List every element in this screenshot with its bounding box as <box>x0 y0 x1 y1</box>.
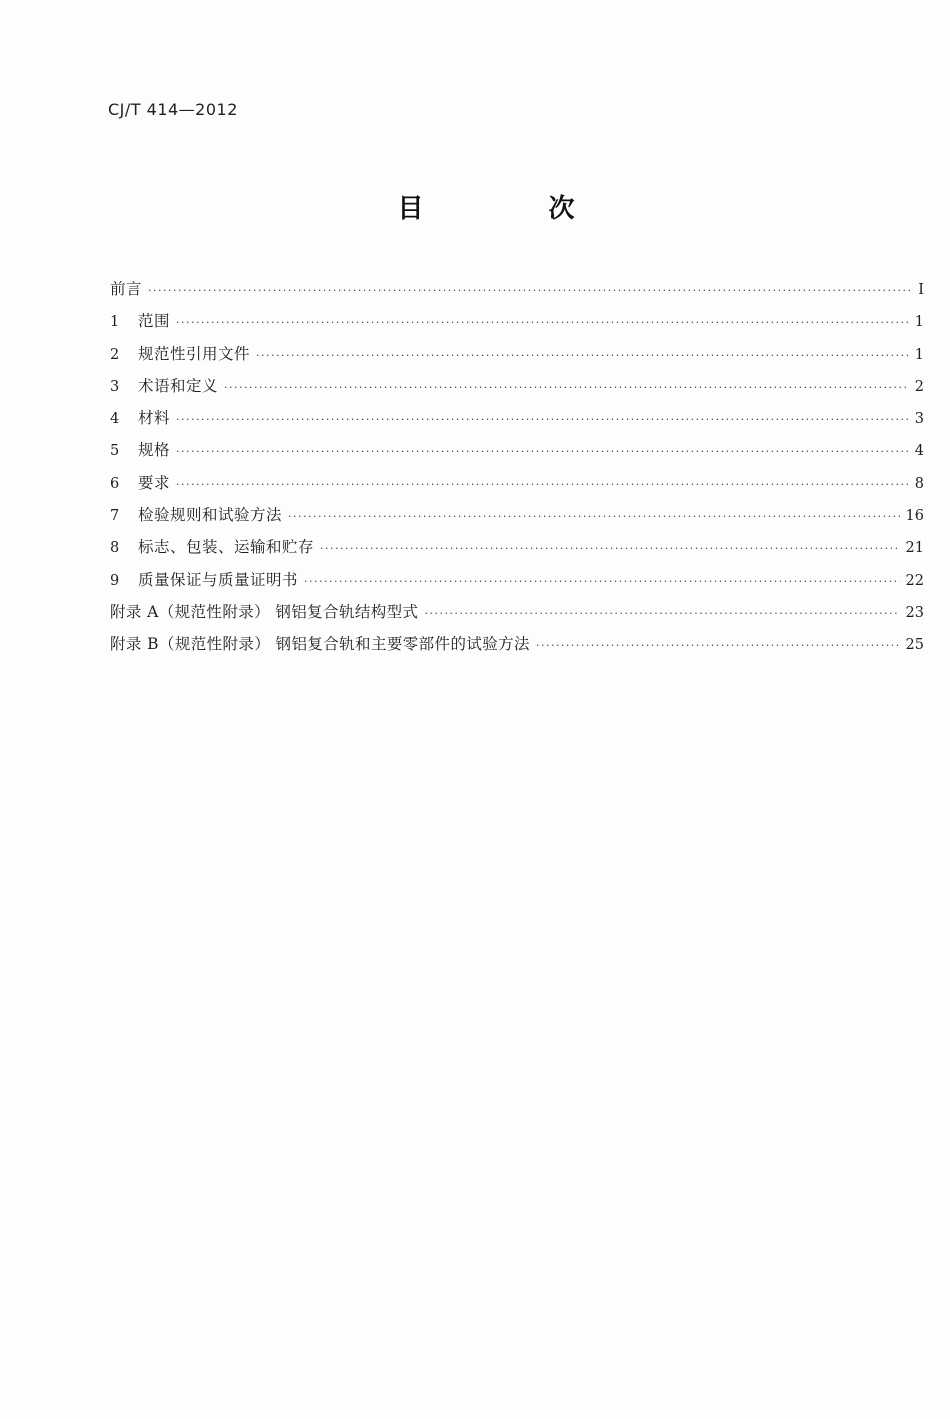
toc-title: 目 次 <box>397 194 633 224</box>
toc-entry-number: 1 <box>110 314 120 331</box>
toc-leader-dots <box>224 381 909 394</box>
toc-leader-dots <box>304 575 900 588</box>
toc-entry-label: 术语和定义 <box>138 376 219 395</box>
toc-entry-page: 1 <box>914 314 924 331</box>
toc-entry-page: 1 <box>914 346 924 363</box>
toc-leader-dots <box>424 607 899 620</box>
toc-entry-6[interactable] <box>110 471 924 503</box>
toc-entry-2[interactable] <box>110 342 924 374</box>
toc-leader-dots <box>176 316 909 329</box>
standard-code: CJ/T 414—2012 <box>108 100 238 119</box>
table-of-contents <box>110 277 924 665</box>
toc-entry-page: 22 <box>905 572 924 589</box>
toc-entry-number: 9 <box>110 572 120 589</box>
toc-entry-page: 4 <box>914 443 924 460</box>
toc-entry-annex-b[interactable] <box>110 632 924 664</box>
toc-entry-5[interactable] <box>110 438 924 470</box>
toc-entry-number: 3 <box>110 378 120 395</box>
toc-entry-foreword[interactable] <box>110 277 924 309</box>
toc-leader-dots <box>288 510 900 523</box>
toc-leader-dots <box>320 542 900 555</box>
toc-entry-4[interactable] <box>110 406 924 438</box>
toc-entry-number: 8 <box>110 540 120 557</box>
toc-entry-page: 25 <box>905 637 924 654</box>
toc-entry-number: 5 <box>110 443 120 460</box>
toc-entry-annex-a[interactable] <box>110 600 924 632</box>
toc-leader-dots <box>176 413 909 426</box>
toc-entry-9[interactable] <box>110 568 924 600</box>
toc-leader-dots <box>148 284 912 297</box>
toc-entry-label: 要求 <box>138 473 171 492</box>
toc-entry-page: 3 <box>914 411 924 428</box>
toc-leader-dots <box>256 349 909 362</box>
toc-entry-label: 附录 B（规范性附录） 钢铝复合轨和主要零部件的试验方法 <box>110 635 530 654</box>
toc-entry-label: 规格 <box>138 441 171 460</box>
toc-entry-page: Ⅰ <box>918 282 924 298</box>
toc-leader-dots <box>176 478 909 491</box>
toc-entry-label: 标志、包装、运输和贮存 <box>138 538 315 557</box>
toc-entry-page: 16 <box>905 508 924 525</box>
toc-entry-3[interactable] <box>110 374 924 406</box>
toc-entry-number: 6 <box>110 475 120 492</box>
toc-entry-page: 2 <box>914 378 924 395</box>
toc-entry-label: 附录 A（规范性附录） 钢铝复合轨结构型式 <box>110 602 419 621</box>
toc-entry-page: 23 <box>905 604 924 621</box>
toc-entry-label: 检验规则和试验方法 <box>138 506 283 525</box>
toc-entry-page: 21 <box>905 540 924 557</box>
toc-entry-number: 2 <box>110 346 120 363</box>
toc-entry-page: 8 <box>914 475 924 492</box>
toc-entry-8[interactable] <box>110 535 924 567</box>
toc-entry-7[interactable] <box>110 503 924 535</box>
toc-leader-dots <box>536 639 900 652</box>
toc-entry-label: 规范性引用文件 <box>138 344 251 363</box>
toc-entry-label: 范围 <box>138 312 171 331</box>
toc-entry-label: 前言 <box>110 280 143 298</box>
toc-entry-label: 材料 <box>138 409 171 428</box>
toc-entry-1[interactable] <box>110 309 924 341</box>
toc-entry-number: 4 <box>110 411 120 428</box>
toc-entry-label: 质量保证与质量证明书 <box>138 570 299 589</box>
toc-entry-number: 7 <box>110 508 120 525</box>
toc-leader-dots <box>176 445 909 458</box>
